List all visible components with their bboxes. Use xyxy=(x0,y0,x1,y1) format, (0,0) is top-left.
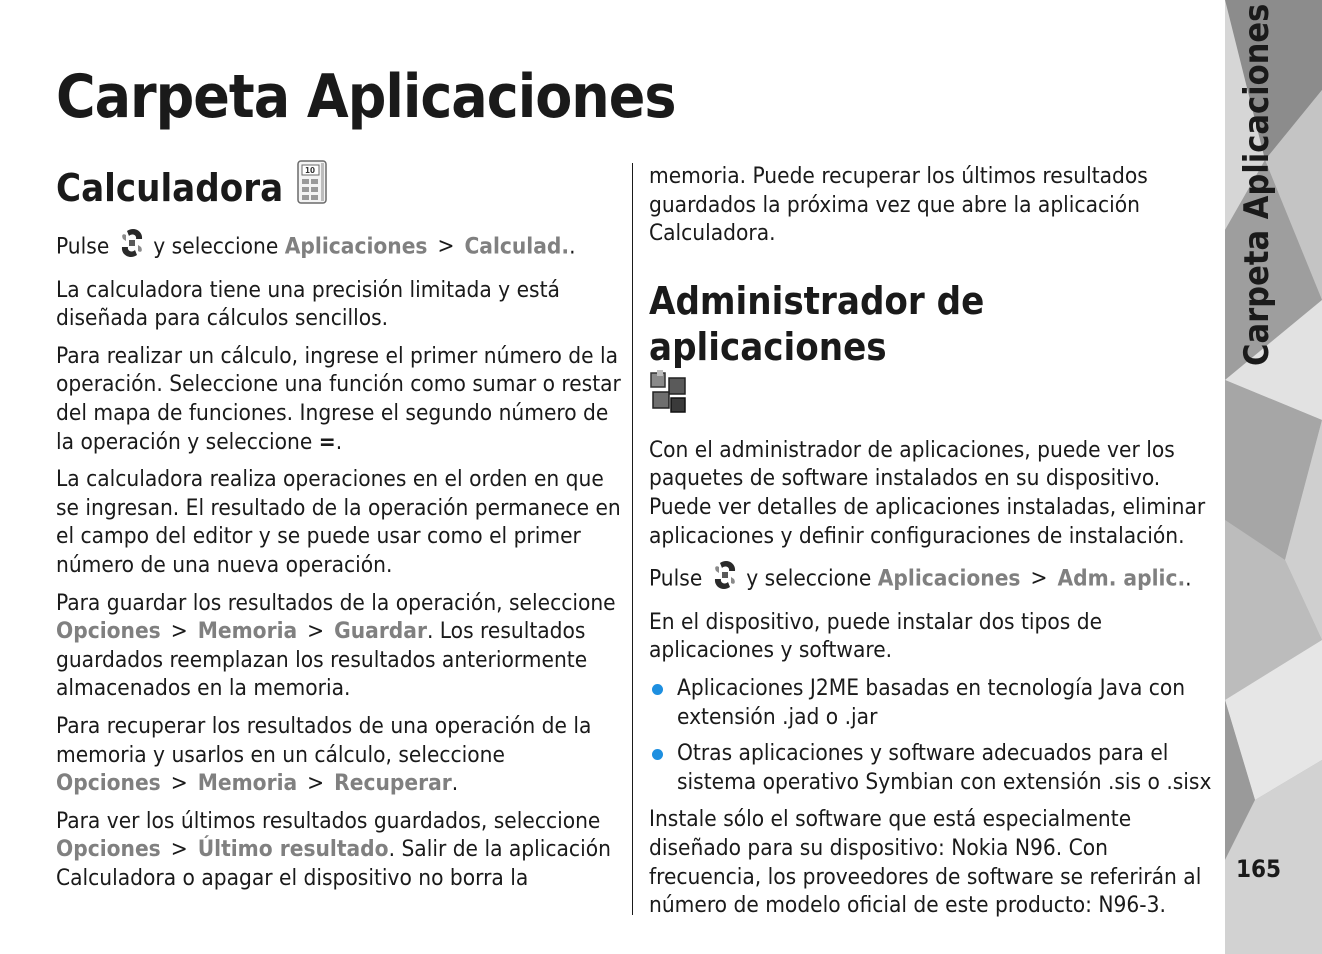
nav-end: . xyxy=(1185,565,1192,592)
menu-separator: > xyxy=(307,618,325,645)
menu-item-recuperar[interactable]: Recuperar xyxy=(334,770,452,797)
list-item xyxy=(649,739,1214,796)
paragraph-text: Para ver los últimos resultados guardados, seleccione xyxy=(56,807,601,834)
calculadora-paragraph-6-continued: memoria. Puede recuperar los últimos resultados guardados la próxima vez que abre la aplicación Calculadora. xyxy=(649,163,1148,247)
column-divider xyxy=(632,163,633,915)
page-title: Carpeta Aplicaciones xyxy=(56,62,676,132)
app-manager-icon xyxy=(649,381,689,425)
menu-item-ultimo-resultado[interactable]: Último resultado xyxy=(197,836,389,863)
administrador-paragraph-1: Con el administrador de aplicaciones, puede ver los paquetes de software instalados en su dispositivo. Puede ver detalles de aplicaciones instaladas, eliminar aplicaciones y definir configuraciones de instalación. xyxy=(649,436,1206,549)
menu-item-memoria[interactable]: Memoria xyxy=(197,618,298,645)
menu-separator: > xyxy=(170,618,188,645)
menu-separator: > xyxy=(170,770,188,797)
sidebar-section-title: Carpeta Aplicaciones xyxy=(1237,3,1277,366)
calculator-icon xyxy=(297,160,327,215)
calculadora-paragraph-6 xyxy=(56,807,621,893)
bullet-icon xyxy=(652,749,663,760)
paragraph-text: Para recuperar los resultados de una operación de la memoria y usarlos en un cálculo, seleccione xyxy=(56,712,592,768)
svg-text:10: 10 xyxy=(305,166,316,175)
nav-text: Pulse xyxy=(649,565,703,592)
calculadora-paragraph-5 xyxy=(56,712,621,798)
menu-item-adm-aplic[interactable]: Adm. aplic. xyxy=(1057,565,1186,592)
menu-item-guardar[interactable]: Guardar xyxy=(334,618,427,645)
calculadora-paragraph-1: La calculadora tiene una precisión limitada y está diseñada para cálculos sencillos. xyxy=(56,276,560,332)
calculadora-heading-text: Calculadora xyxy=(56,165,284,210)
paragraph-text: Para guardar los resultados de la operación, seleccione xyxy=(56,589,616,616)
nav-end: . xyxy=(569,233,576,260)
menu-separator: > xyxy=(307,770,325,797)
menu-item-calculad[interactable]: Calculad. xyxy=(464,233,570,260)
administrador-nav xyxy=(649,559,1214,599)
menu-key-icon xyxy=(710,559,740,599)
list-item xyxy=(649,674,1214,731)
left-column xyxy=(56,160,621,901)
calculadora-paragraph-2 xyxy=(56,342,621,456)
paragraph-text: . Salir de la aplicación Calculadora o apagar el dispositivo no borra la xyxy=(56,836,611,891)
menu-item-opciones[interactable]: Opciones xyxy=(56,770,161,797)
menu-item-aplicaciones[interactable]: Aplicaciones xyxy=(284,233,428,260)
menu-separator: > xyxy=(170,836,188,863)
administrador-paragraph-2: En el dispositivo, puede instalar dos tipos de aplicaciones y software. xyxy=(649,608,1103,664)
menu-item-aplicaciones[interactable]: Aplicaciones xyxy=(877,565,1021,592)
administrador-paragraph-3: Instale sólo el software que está especialmente diseñado para su dispositivo: Nokia N96. Con frecuencia, los proveedores de software se referirán al número de modelo oficial de este producto: N96-3. xyxy=(649,806,1202,919)
paragraph-end: . xyxy=(335,428,343,455)
nav-text: Pulse xyxy=(56,233,110,260)
menu-separator: > xyxy=(437,233,455,260)
bullet-icon xyxy=(652,684,663,695)
list-item-text: Aplicaciones J2ME basadas en tecnología Java con extensión .jad o .jar xyxy=(677,674,1186,730)
calculadora-heading xyxy=(56,160,621,215)
administrador-heading xyxy=(649,278,1214,426)
menu-separator: > xyxy=(1030,565,1048,592)
page-number: 165 xyxy=(1236,855,1282,883)
paragraph-end: . xyxy=(451,770,459,797)
paragraph-text: Para realizar un cálculo, ingrese el primer número de la operación. Seleccione una función como sumar o restar del mapa de funciones. Ingrese el segundo número de la operación y seleccione xyxy=(56,342,621,455)
nav-text: y seleccione xyxy=(153,233,279,260)
calculadora-nav xyxy=(56,227,621,267)
administrador-heading-text: Administrador de aplicaciones xyxy=(649,278,985,369)
menu-item-opciones[interactable]: Opciones xyxy=(56,836,161,863)
menu-key-icon xyxy=(117,227,147,267)
right-column xyxy=(649,162,1214,929)
paragraph-text: . Los resultados guardados reemplazan los resultados anteriormente almacenados en la memoria. xyxy=(56,618,588,702)
calculadora-paragraph-3: La calculadora realiza operaciones en el orden en que se ingresan. El resultado de la operación permanece en el campo del editor y se puede usar como el primer número de una nueva operación. xyxy=(56,466,621,578)
menu-item-memoria[interactable]: Memoria xyxy=(197,770,298,797)
software-type-list xyxy=(649,674,1214,796)
calculadora-paragraph-4 xyxy=(56,589,621,703)
menu-item-opciones[interactable]: Opciones xyxy=(56,618,161,645)
nav-text: y seleccione xyxy=(746,565,872,592)
list-item-text: Otras aplicaciones y software adecuados para el sistema operativo Symbian con extensión .sis o .sisx xyxy=(677,740,1212,795)
equals-key: = xyxy=(318,428,336,455)
